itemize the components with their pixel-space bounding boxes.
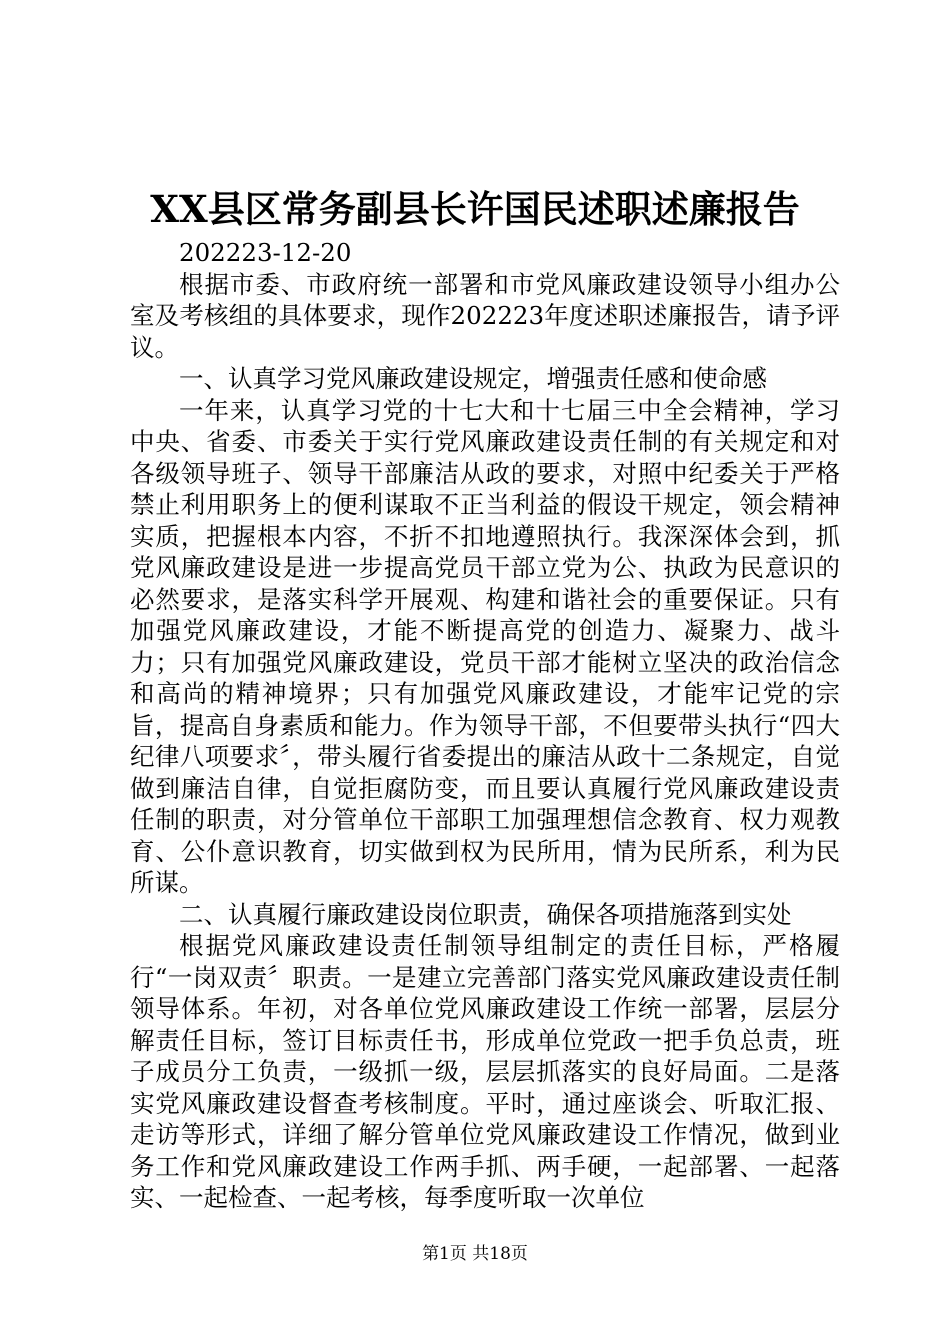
document-date: 202223-12-20 <box>179 238 352 267</box>
document-title: XX县区常务副县长许国民述职述廉报告 <box>150 187 800 231</box>
paragraph-section-2: 根据党风廉政建设责任制领导组制定的责任目标，严格履行“一岗双责〞职责。一是建立完善部门落实党风廉政建设责任制领导体系。年初，对各单位党风廉政建设工作统一部署，层层分解责任目标，签订目标责任书，形成单位党政一把手负总责，班子成员分工负责，一级抓一级，层层抓落实的良好局面。二是落实党风廉政建设督查考核制度。平时，通过座谈会、听取汇报、走访等形式，详细了解分管单位党风廉政建设工作情况，做到业务工作和党风廉政建设工作两手抓、两手硬，一起部署、一起落实、一起检查、一起考核，每季度听取一次单位 <box>130 931 840 1212</box>
page-footer: 第1页 共18页 <box>422 1244 528 1264</box>
paragraph-intro: 根据市委、市政府统一部署和市党风廉政建设领导小组办公室及考核组的具体要求，现作202223年度述职述廉报告，请予评议。 <box>130 269 840 362</box>
paragraph-section-1: 一年来，认真学习党的十七大和十七届三中全会精神，学习中央、省委、市委关于实行党风廉政建设责任制的有关规定和对各级领导班子、领导干部廉洁从政的要求，对照中纪委关于严格禁止利用职务上的便利谋取不正当利益的假设干规定，领会精神实质，把握根本内容，不折不扣地遵照执行。我深深体会到，抓党风廉政建设是进一步提高党员干部立党为公、执政为民意识的必然要求，是落实科学开展观、构建和谐社会的重要保证。只有加强党风廉政建设，才能不断提高党的创造力、凝聚力、战斗力；只有加强党风廉政建设，党员干部才能树立坚决的政治信念和高尚的精神境界；只有加强党风廉政建设，才能牢记党的宗旨，提高自身素质和能力。作为领导干部，不但要带头执行“四大纪律八项要求〞，带头履行省委提出的廉洁从政十二条规定，自觉做到廉洁自律，自觉拒腐防变，而且要认真履行党风廉政建设责任制的职责，对分管单位干部职工加强理想信念教育、权力观教育、公仆意识教育，切实做到权为民所用，情为民所系，利为民所谋。 <box>130 395 840 897</box>
section-heading-2: 二、认真履行廉政建设岗位职责，确保各项措施落到实处 <box>179 899 792 929</box>
section-heading-1: 一、认真学习党风廉政建设规定，增强责任感和使命感 <box>179 364 767 393</box>
document-body <box>130 237 840 1214</box>
